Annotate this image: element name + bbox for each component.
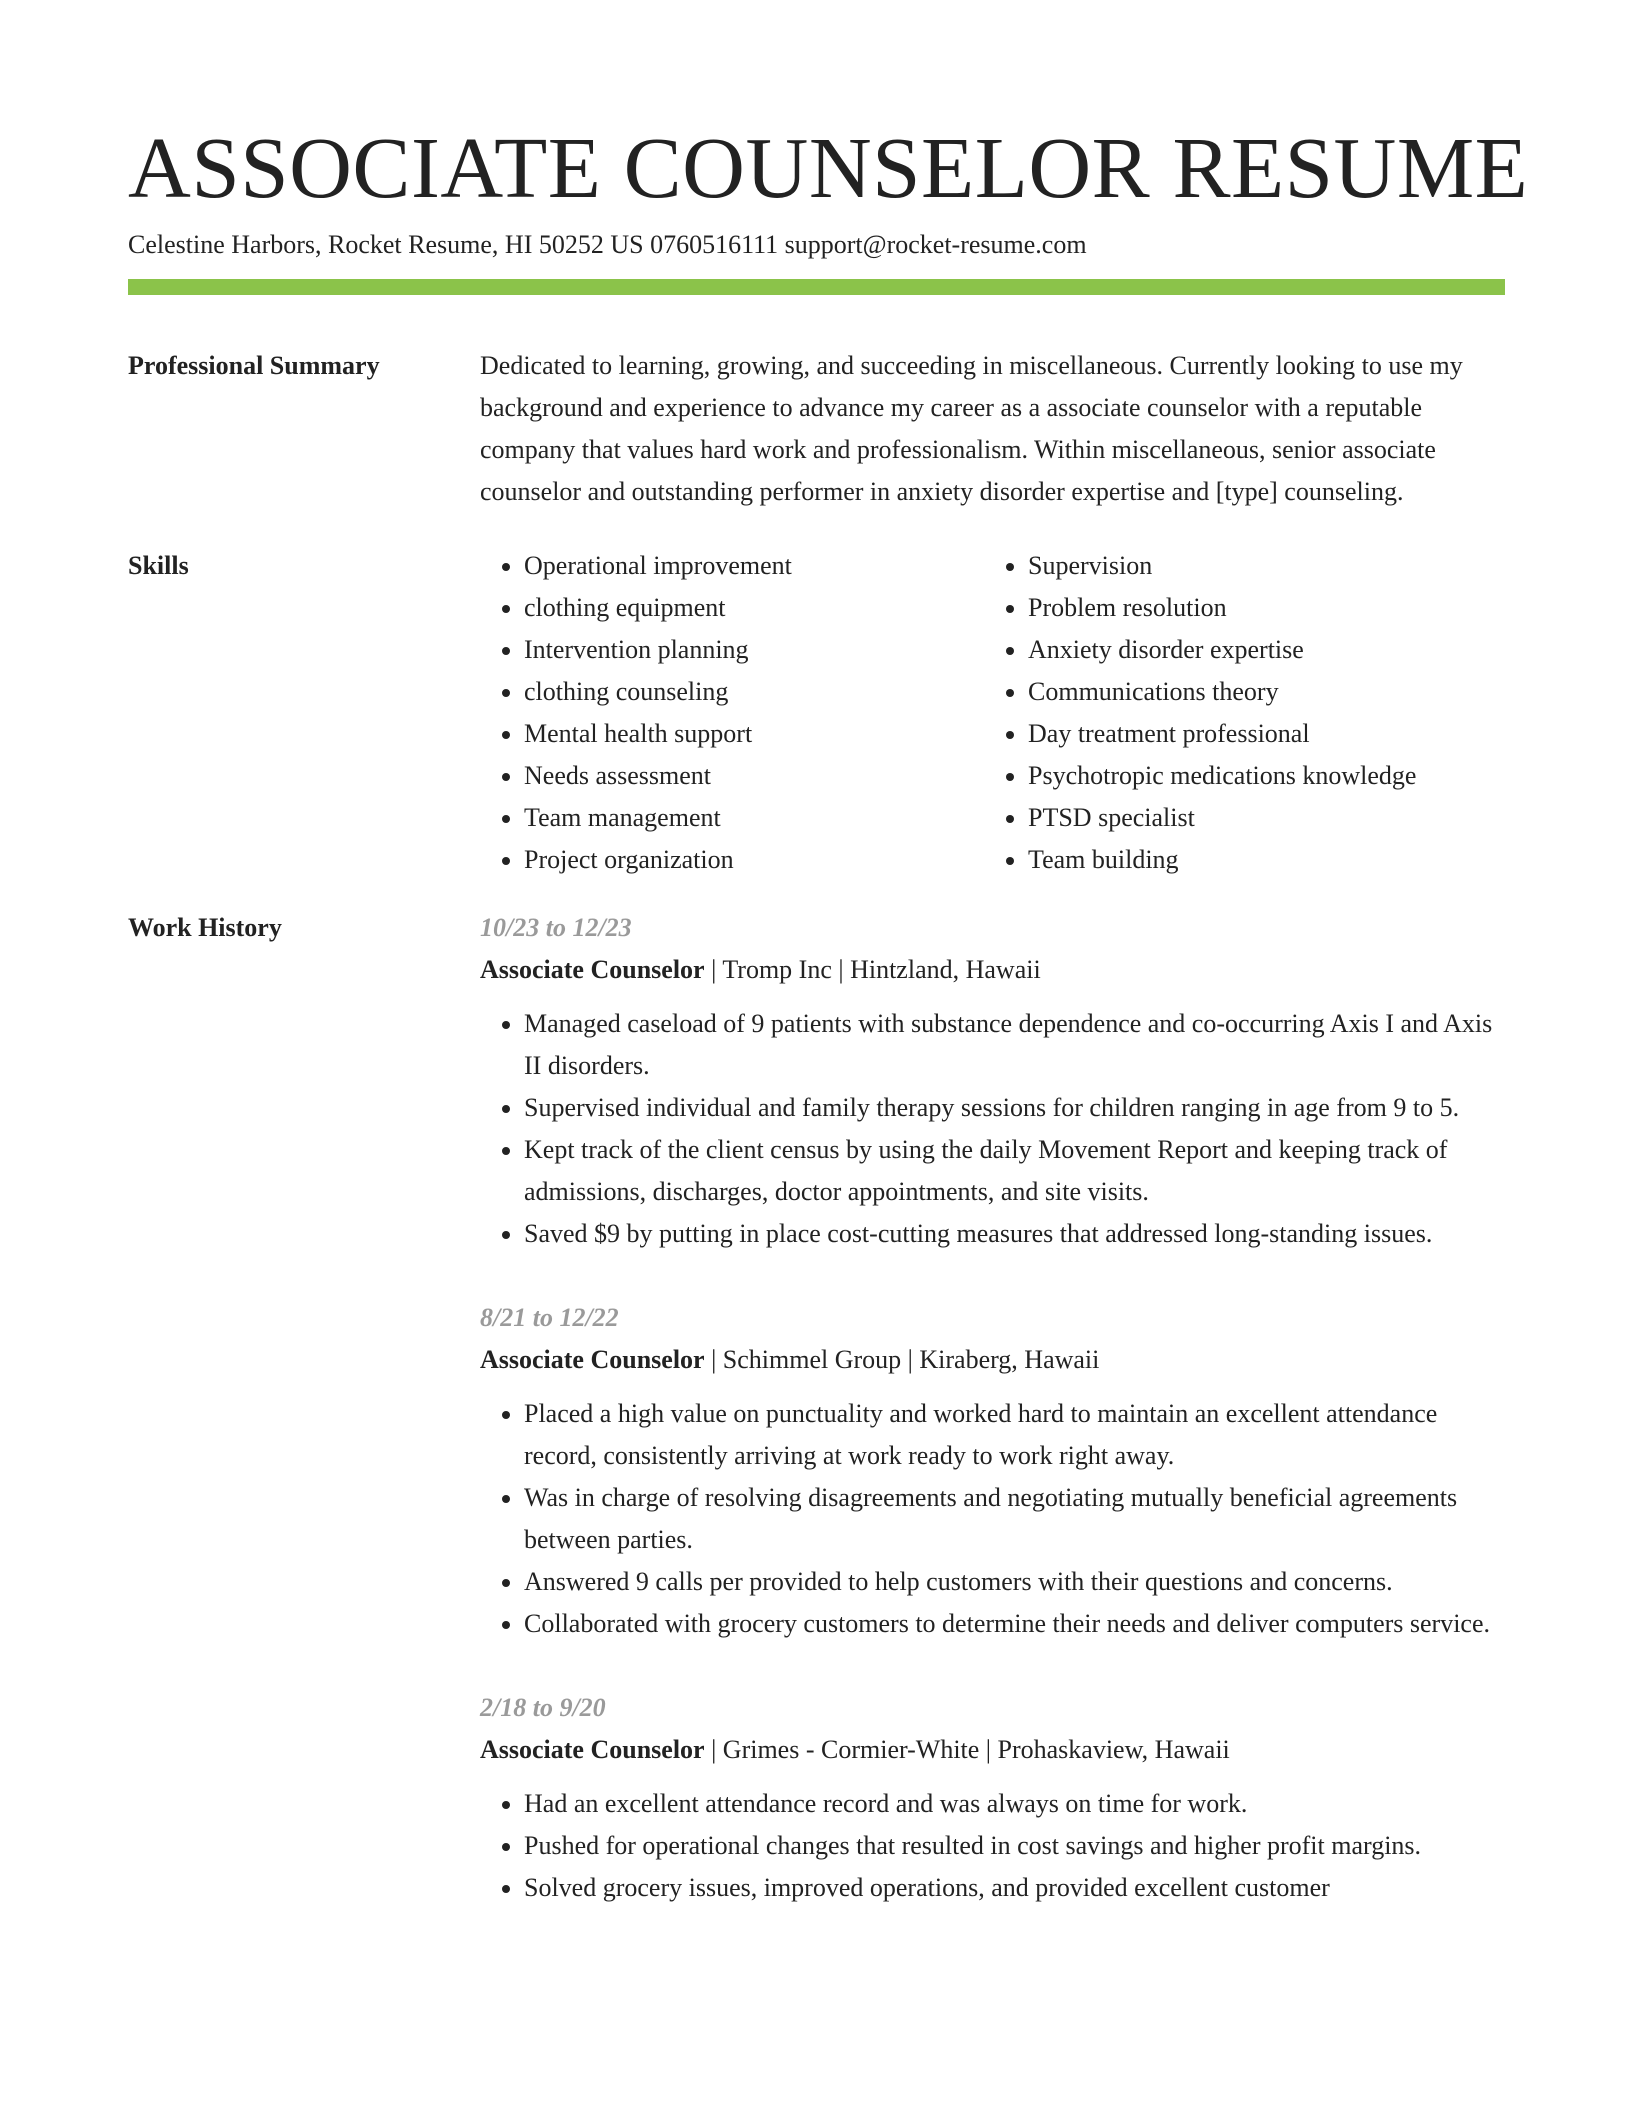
job-bullet: • Managed caseload of 9 patients with substance dependence and co-occurring Axis I and Axis II disorders.	[524, 1003, 1505, 1087]
job-entry	[480, 1687, 1505, 1909]
job-bullet: • Supervised individual and family therapy sessions for children ranging in age from 9 to 5.	[524, 1087, 1505, 1129]
job-bullet: • Saved $9 by putting in place cost-cutting measures that addressed long-standing issues.	[524, 1213, 1505, 1255]
job-bullet: • Had an excellent attendance record and was always on time for work.	[524, 1783, 1505, 1825]
skill-item: • Psychotropic medications knowledge	[1028, 755, 1505, 797]
job-entry	[480, 1297, 1505, 1645]
job-bullet: • Answered 9 calls per provided to help customers with their questions and concerns.	[524, 1561, 1505, 1603]
job-title: Associate Counselor	[480, 1735, 705, 1764]
job-heading	[480, 1729, 1505, 1771]
summary-text: Dedicated to learning, growing, and succeeding in miscellaneous. Currently looking to use my background and experience to advance my career as a associate counselor with a reputable company that values hard work and professionalism. Within miscellaneous, senior associate counselor and outstanding performer in anxiety disorder expertise and [type] counseling.	[480, 351, 1463, 506]
skill-item: • Anxiety disorder expertise	[1028, 629, 1505, 671]
work-history-body	[480, 907, 1505, 1951]
skills-columns	[480, 545, 1505, 881]
contact-line: Celestine Harbors, Rocket Resume, HI 50252 US 0760516111 support@rocket-resume.com	[128, 230, 1087, 259]
job-entry	[480, 907, 1505, 1255]
accent-divider	[128, 279, 1505, 295]
job-company-location: | Schimmel Group | Kiraberg, Hawaii	[704, 1345, 1100, 1374]
job-company-location: | Tromp Inc | Hintzland, Hawaii	[704, 955, 1041, 984]
skills-list-right	[984, 545, 1505, 881]
skill-item: • Project organization	[524, 839, 984, 881]
job-title: Associate Counselor	[480, 955, 705, 984]
job-bullet-list	[480, 1783, 1505, 1909]
resume-page	[128, 0, 1529, 1951]
skill-item: • Operational improvement	[524, 545, 984, 587]
work-history-section	[128, 907, 1505, 1951]
job-bullet: • Placed a high value on punctuality and worked hard to maintain an excellent attendance record, consistently arriving at work ready to work right away.	[524, 1393, 1505, 1477]
skill-item: • Communications theory	[1028, 671, 1505, 713]
skills-list-left	[480, 545, 984, 881]
skills-section	[128, 545, 1505, 881]
skill-item: • Team building	[1028, 839, 1505, 881]
skill-item: • Supervision	[1028, 545, 1505, 587]
skill-item: • Problem resolution	[1028, 587, 1505, 629]
job-bullet: • Kept track of the client census by using the daily Movement Report and keeping track of admissions, discharges, doctor appointments, and site visits.	[524, 1129, 1505, 1213]
job-company-location: | Grimes - Cormier-White | Prohaskaview, Hawaii	[704, 1735, 1230, 1764]
skill-item: • clothing equipment	[524, 587, 984, 629]
job-heading	[480, 949, 1505, 991]
summary-body	[480, 345, 1505, 513]
job-dates: 10/23 to 12/23	[480, 913, 632, 942]
skill-item: • clothing counseling	[524, 671, 984, 713]
skill-item: • Intervention planning	[524, 629, 984, 671]
job-heading	[480, 1339, 1505, 1381]
work-history-heading: Work History	[128, 913, 282, 942]
job-bullet-list	[480, 1003, 1505, 1255]
skill-item: • Needs assessment	[524, 755, 984, 797]
job-dates: 8/21 to 12/22	[480, 1303, 619, 1332]
skill-item: • Day treatment professional	[1028, 713, 1505, 755]
job-bullet: • Collaborated with grocery customers to determine their needs and deliver computers service.	[524, 1603, 1505, 1645]
summary-section	[128, 345, 1505, 513]
skill-item: • Team management	[524, 797, 984, 839]
skills-heading: Skills	[128, 551, 189, 580]
skill-item: • PTSD specialist	[1028, 797, 1505, 839]
summary-heading: Professional Summary	[128, 351, 380, 380]
job-title: Associate Counselor	[480, 1345, 705, 1374]
job-bullet: • Pushed for operational changes that resulted in cost savings and higher profit margins.	[524, 1825, 1505, 1867]
job-bullet-list	[480, 1393, 1505, 1645]
skills-body	[480, 545, 1505, 881]
resume-title: ASSOCIATE COUNSELOR RESUME	[128, 119, 1529, 216]
skill-item: • Mental health support	[524, 713, 984, 755]
job-bullet: • Was in charge of resolving disagreements and negotiating mutually beneficial agreements between parties.	[524, 1477, 1505, 1561]
job-bullet: • Solved grocery issues, improved operations, and provided excellent customer	[524, 1867, 1505, 1909]
job-dates: 2/18 to 9/20	[480, 1693, 606, 1722]
